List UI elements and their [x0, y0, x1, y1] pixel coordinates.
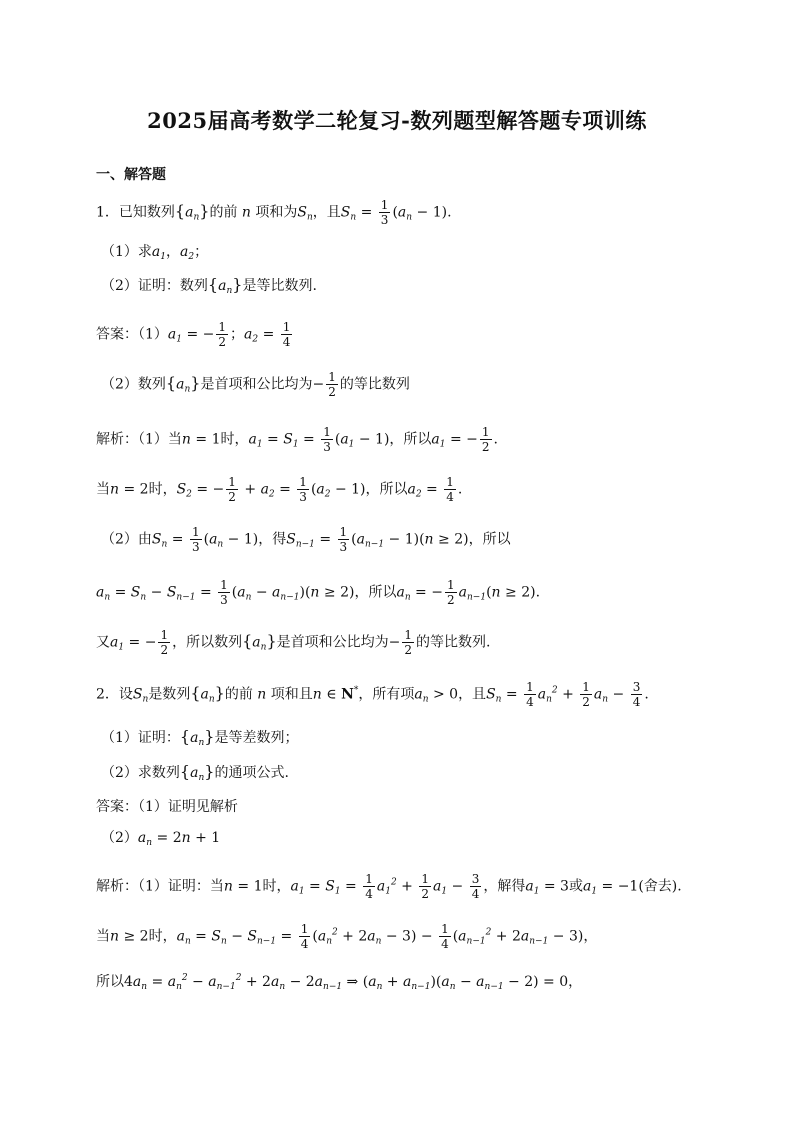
q1-part2: （2）证明：数列$\{a_n\}$是等比数列.: [101, 275, 317, 296]
q1-proof1: （2）由$S_n$ = $\frac{1}{3}$ $(a_n - 1)$，得$S_{n-1}$ = $\frac{1}{3}$ $(a_{n-1} - 1)(n \ge 2)$，所以: [101, 525, 511, 554]
q2-answer1: 答案：（1）证明见解析: [96, 799, 238, 815]
q1-conclusion: 又$a_1$ = − $\frac{1}{2}$ ，所以数列$\{a_n\}$是首项和公比均为− $\frac{1}{2}$ 的等比数列.: [96, 628, 491, 657]
q2-stem: 2．设$S_n$是数列$\{a_n\}$的前 n 项和且n ∈ N*，所有项$a_n > 0$，且$S_n$ = $\frac{1}{4}$ $a_n^2$ + $\frac{1}{2}$ $a_n$ − $\frac{3}{4}$ .: [96, 680, 649, 709]
q1-analysis2: 当n = 2时，$S_2$ = − $\frac{1}{2}$ + $a_2$ = $\frac{1}{3}$ $(a_2 - 1)$，所以$a_2$ = $\frac{1}{4}$ .: [96, 475, 463, 504]
q1-analysis1: 解析：（1）当n = 1时，$a_1 = S_1$ = $\frac{1}{3}$ $(a_1 - 1)$，所以$a_1$ = − $\frac{1}{2}$ .: [96, 425, 498, 454]
q2-part1: （1）证明：$\{a_n\}$是等差数列；: [101, 727, 299, 748]
q2-part2: （2）求数列$\{a_n\}$的通项公式.: [101, 762, 289, 783]
q1-answer2: （2）数列$\{a_n\}$是首项和公比均为− $\frac{1}{2}$ 的等比数列: [101, 370, 410, 399]
q1-stem: 1．已知数列$\{a_n\}$的前 n 项和为$S_n$，且$S_n$ = $\frac{1}{3}$ $(a_n - 1)$.: [96, 198, 452, 227]
q2-analysis3: 所以$4a_n = a_n^2 - a_{n-1}^2 + 2a_n - 2a_{n-1}$ ⇒ $(a_n + a_{n-1})(a_n - a_{n-1} - 2) = 0$，: [96, 973, 583, 992]
section-heading: 一、解答题: [96, 167, 166, 183]
q2-answer2: $(2)a_n = 2n + 1$: [101, 830, 221, 848]
document-title: 2025届高考数学二轮复习-数列题型解答题专项训练: [147, 108, 647, 133]
q1-proof2: $a_n = S_n - S_{n-1}$ = $\frac{1}{3}$ $(a_n - a_{n-1})(n \ge 2)$，所以$a_n$ = − $\frac{1}{2}$ $a_{n-1}(n \ge 2)$.: [96, 578, 541, 607]
q1-answer1: 答案：$(1)a_1$ = − $\frac{1}{2}$ ；$a_2$ = $\frac{1}{4}$: [96, 320, 291, 349]
q2-analysis1: 解析：（1）证明：当n = 1时，$a_1 = S_1$ = $\frac{1}{4}$ $a_1^2$ + $\frac{1}{2}$ $a_1$ − $\frac{3}{4}$ ，解得$a_1 = 3$或$a_1 = -1$(舍去).: [96, 872, 682, 901]
q1-part1: （1）求$a_1$，$a_2$；: [101, 244, 209, 262]
q2-analysis2: 当n ≥ 2时，$a_n = S_n - S_{n-1}$ = $\frac{1}{4}$ $(a_n^2 + 2a_n - 3)$ − $\frac{1}{4}$ $(a_{n-1}^2 + 2a_{n-1} - 3)$，: [96, 922, 598, 951]
